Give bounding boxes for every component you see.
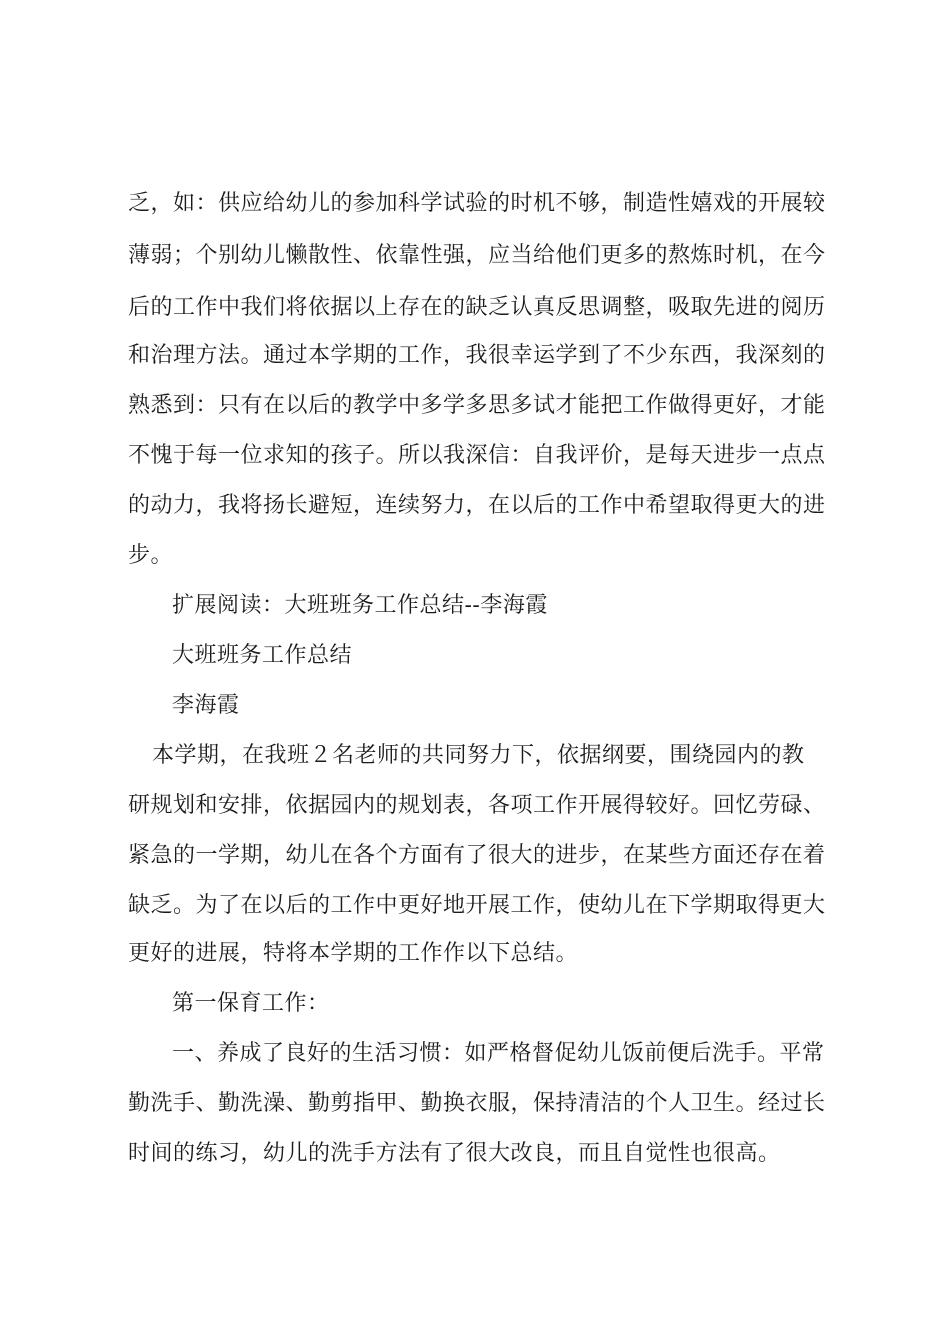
paragraph-line: 紧急的一学期，幼儿在各个方面有了很大的进步，在某些方面还存在着: [128, 843, 826, 868]
paragraph-line: 薄弱；个别幼儿懒散性、依靠性强，应当给他们更多的熬炼时机，在今: [128, 243, 826, 268]
extended-reading-heading: 扩展阅读：大班班务工作总结--李海霞: [172, 593, 548, 618]
subsection-heading: 第一保育工作：: [172, 991, 330, 1016]
paragraph-line: 时间的练习，幼儿的洗手方法有了很大改良，而且自觉性也很高。: [128, 1141, 781, 1166]
paragraph-line: 不愧于每一位求知的孩子。所以我深信：自我评价，是每天进步一点点: [128, 443, 826, 468]
paragraph-line: 本学期，在我班２名老师的共同努力下，依据纲要，围绕园内的教: [152, 743, 805, 768]
paragraph-line: 后的工作中我们将依据以上存在的缺乏认真反思调整，吸取先进的阅历: [128, 295, 826, 320]
paragraph-line: 勤洗手、勤洗澡、勤剪指甲、勤换衣服，保持清洁的个人卫生。经过长: [128, 1091, 826, 1116]
author-name: 李海霞: [172, 693, 240, 718]
paragraph-line: 乏，如：供应给幼儿的参加科学试验的时机不够，制造性嬉戏的开展较: [128, 191, 826, 216]
paragraph-line: 一、养成了良好的生活习惯：如严格督促幼儿饭前便后洗手。平常: [172, 1041, 825, 1066]
section-title: 大班班务工作总结: [172, 643, 353, 668]
paragraph-line: 更好的进展，特将本学期的工作作以下总结。: [128, 941, 579, 966]
paragraph-line: 研规划和安排，依据园内的规划表，各项工作开展得较好。回忆劳碌、: [128, 793, 826, 818]
paragraph-line: 的动力，我将扬长避短，连续努力，在以后的工作中希望取得更大的进: [128, 493, 826, 518]
paragraph-line: 熟悉到：只有在以后的教学中多学多思多试才能把工作做得更好，才能: [128, 393, 826, 418]
paragraph-line: 缺乏。为了在以后的工作中更好地开展工作，使幼儿在下学期取得更大: [128, 893, 826, 918]
paragraph-line: 和治理方法。通过本学期的工作，我很幸运学到了不少东西，我深刻的: [128, 343, 826, 368]
paragraph-line: 步。: [128, 543, 174, 568]
